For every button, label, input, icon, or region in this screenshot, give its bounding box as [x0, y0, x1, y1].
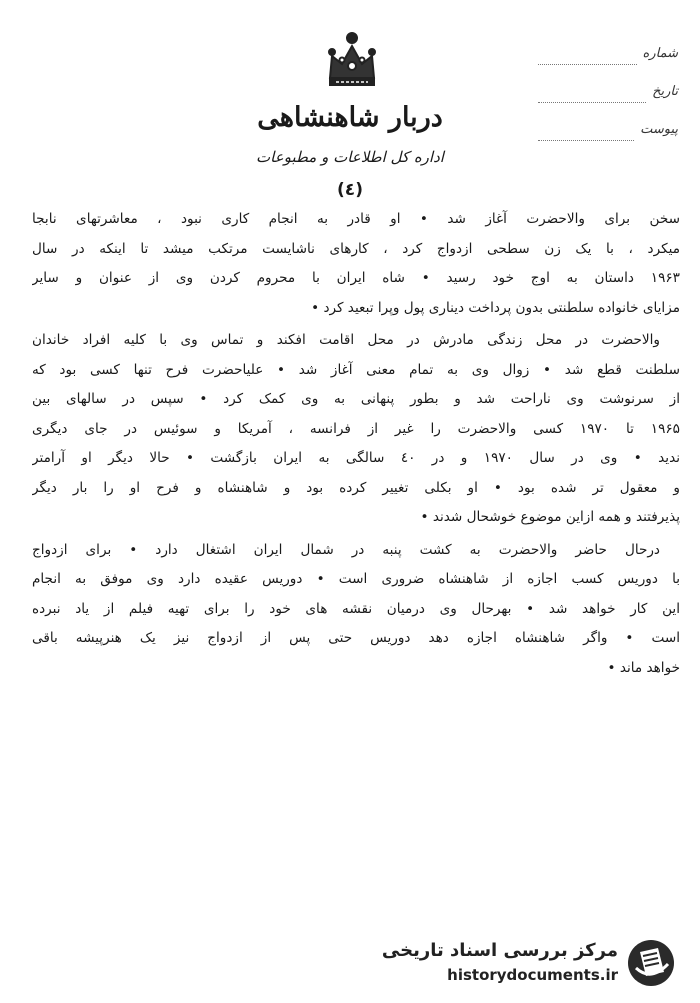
letterhead-meta-fields [538, 46, 678, 160]
text-line: است • واگر شاهنشاه اجازه دهد دوریس حتی پس از ازدواج نیز یک هنرپیشه باقی [32, 630, 680, 646]
page-number: (٤) [337, 180, 363, 200]
letterhead-subtitle: اداره کل اطلاعات و مطبوعات [256, 148, 444, 166]
text-line: ندید • وی در سال ۱۹۷۰ و در ٤٠ سالگی به ایران بازگشت • حالا دیگر او آرامتر [32, 450, 680, 466]
meta-attachment-row [538, 122, 678, 160]
archive-url: historydocuments.ir [447, 966, 618, 984]
text-line: پذیرفتند و همه ازاین موضوع خوشحال شدند • [420, 509, 680, 525]
meta-date-label: تاریخ [652, 84, 678, 99]
paragraph-1 [32, 205, 680, 323]
text-line: میکرد ، با یک زن سطحی ازدواج کرد ، کارهای ناشایست مرتکب میشد تا اینکه در سال [32, 240, 680, 257]
meta-attachment-line [538, 134, 634, 141]
text-line: و معقول تر شده بود • او بکلی تغییر کرده بود و شاهنشاه و فرح او را بار دیگر [32, 479, 680, 496]
crown-emblem-icon [322, 28, 382, 90]
archive-logo-icon [626, 938, 676, 988]
text-line: درحال حاضر والاحضرت به کشت پنبه در شمال ایران اشتغال دارد • برای ازدواج [32, 541, 660, 558]
archive-watermark [381, 936, 676, 992]
meta-attachment-label: پیوست [640, 122, 678, 137]
document-body [32, 205, 680, 683]
meta-number-line [538, 58, 637, 65]
text-line: ۱۹۶۳ داستان به اوج خود رسید • شاه ایران با محروم کردن وی از عنوان و سایر [32, 270, 680, 286]
meta-date-line [538, 96, 646, 103]
text-line: والاحضرت در محل زندگی مادرش در محل اقامت افکند و تماس وی با کلیه افراد خاندان [32, 332, 660, 348]
meta-number-row [538, 46, 678, 84]
paragraph-2 [32, 326, 680, 533]
text-line: این کار خواهد شد • بهرحال وی درمیان نقشه های خود را برای تهیه فیلم از یاد نبرده [32, 600, 680, 617]
meta-number-label: شماره [642, 46, 678, 61]
text-line: ۱۹۶۵ تا ۱۹۷۰ کسی والاحضرت را غیر از فرانسه ، آمریکا و سوئیس در جای دیگری [32, 420, 680, 437]
archive-name: مرکز بررسی اسناد تاریخی [381, 940, 618, 961]
text-line: از سرنوشت وی ناراحت شد و بطور پنهانی به وی کمک کرد • سپس در سالهای بین [32, 391, 680, 407]
text-line: مزایای خانواده سلطنتی بدون پرداخت دیناری پول وپرا تبعید کرد • [311, 299, 680, 316]
text-line: سخن برای والاحضرت آغاز شد • او قادر به انجام کاری نبود ، معاشرتهای نابجا [32, 211, 680, 227]
text-line: با دوریس کسب اجازه از شاهنشاه ضروری است • دوریس عقیده دارد وی موفق به انجام [32, 571, 680, 587]
meta-date-row [538, 84, 678, 122]
text-line: خواهد ماند • [607, 659, 680, 676]
paragraph-3 [32, 536, 680, 684]
text-line: سلطنت قطع شد • زوال وی به تمام معنی آغاز شد • علیاحضرت فرح تنها کسی بود که [32, 361, 680, 378]
letterhead-title: دربار شاهنشاهی [257, 102, 443, 133]
